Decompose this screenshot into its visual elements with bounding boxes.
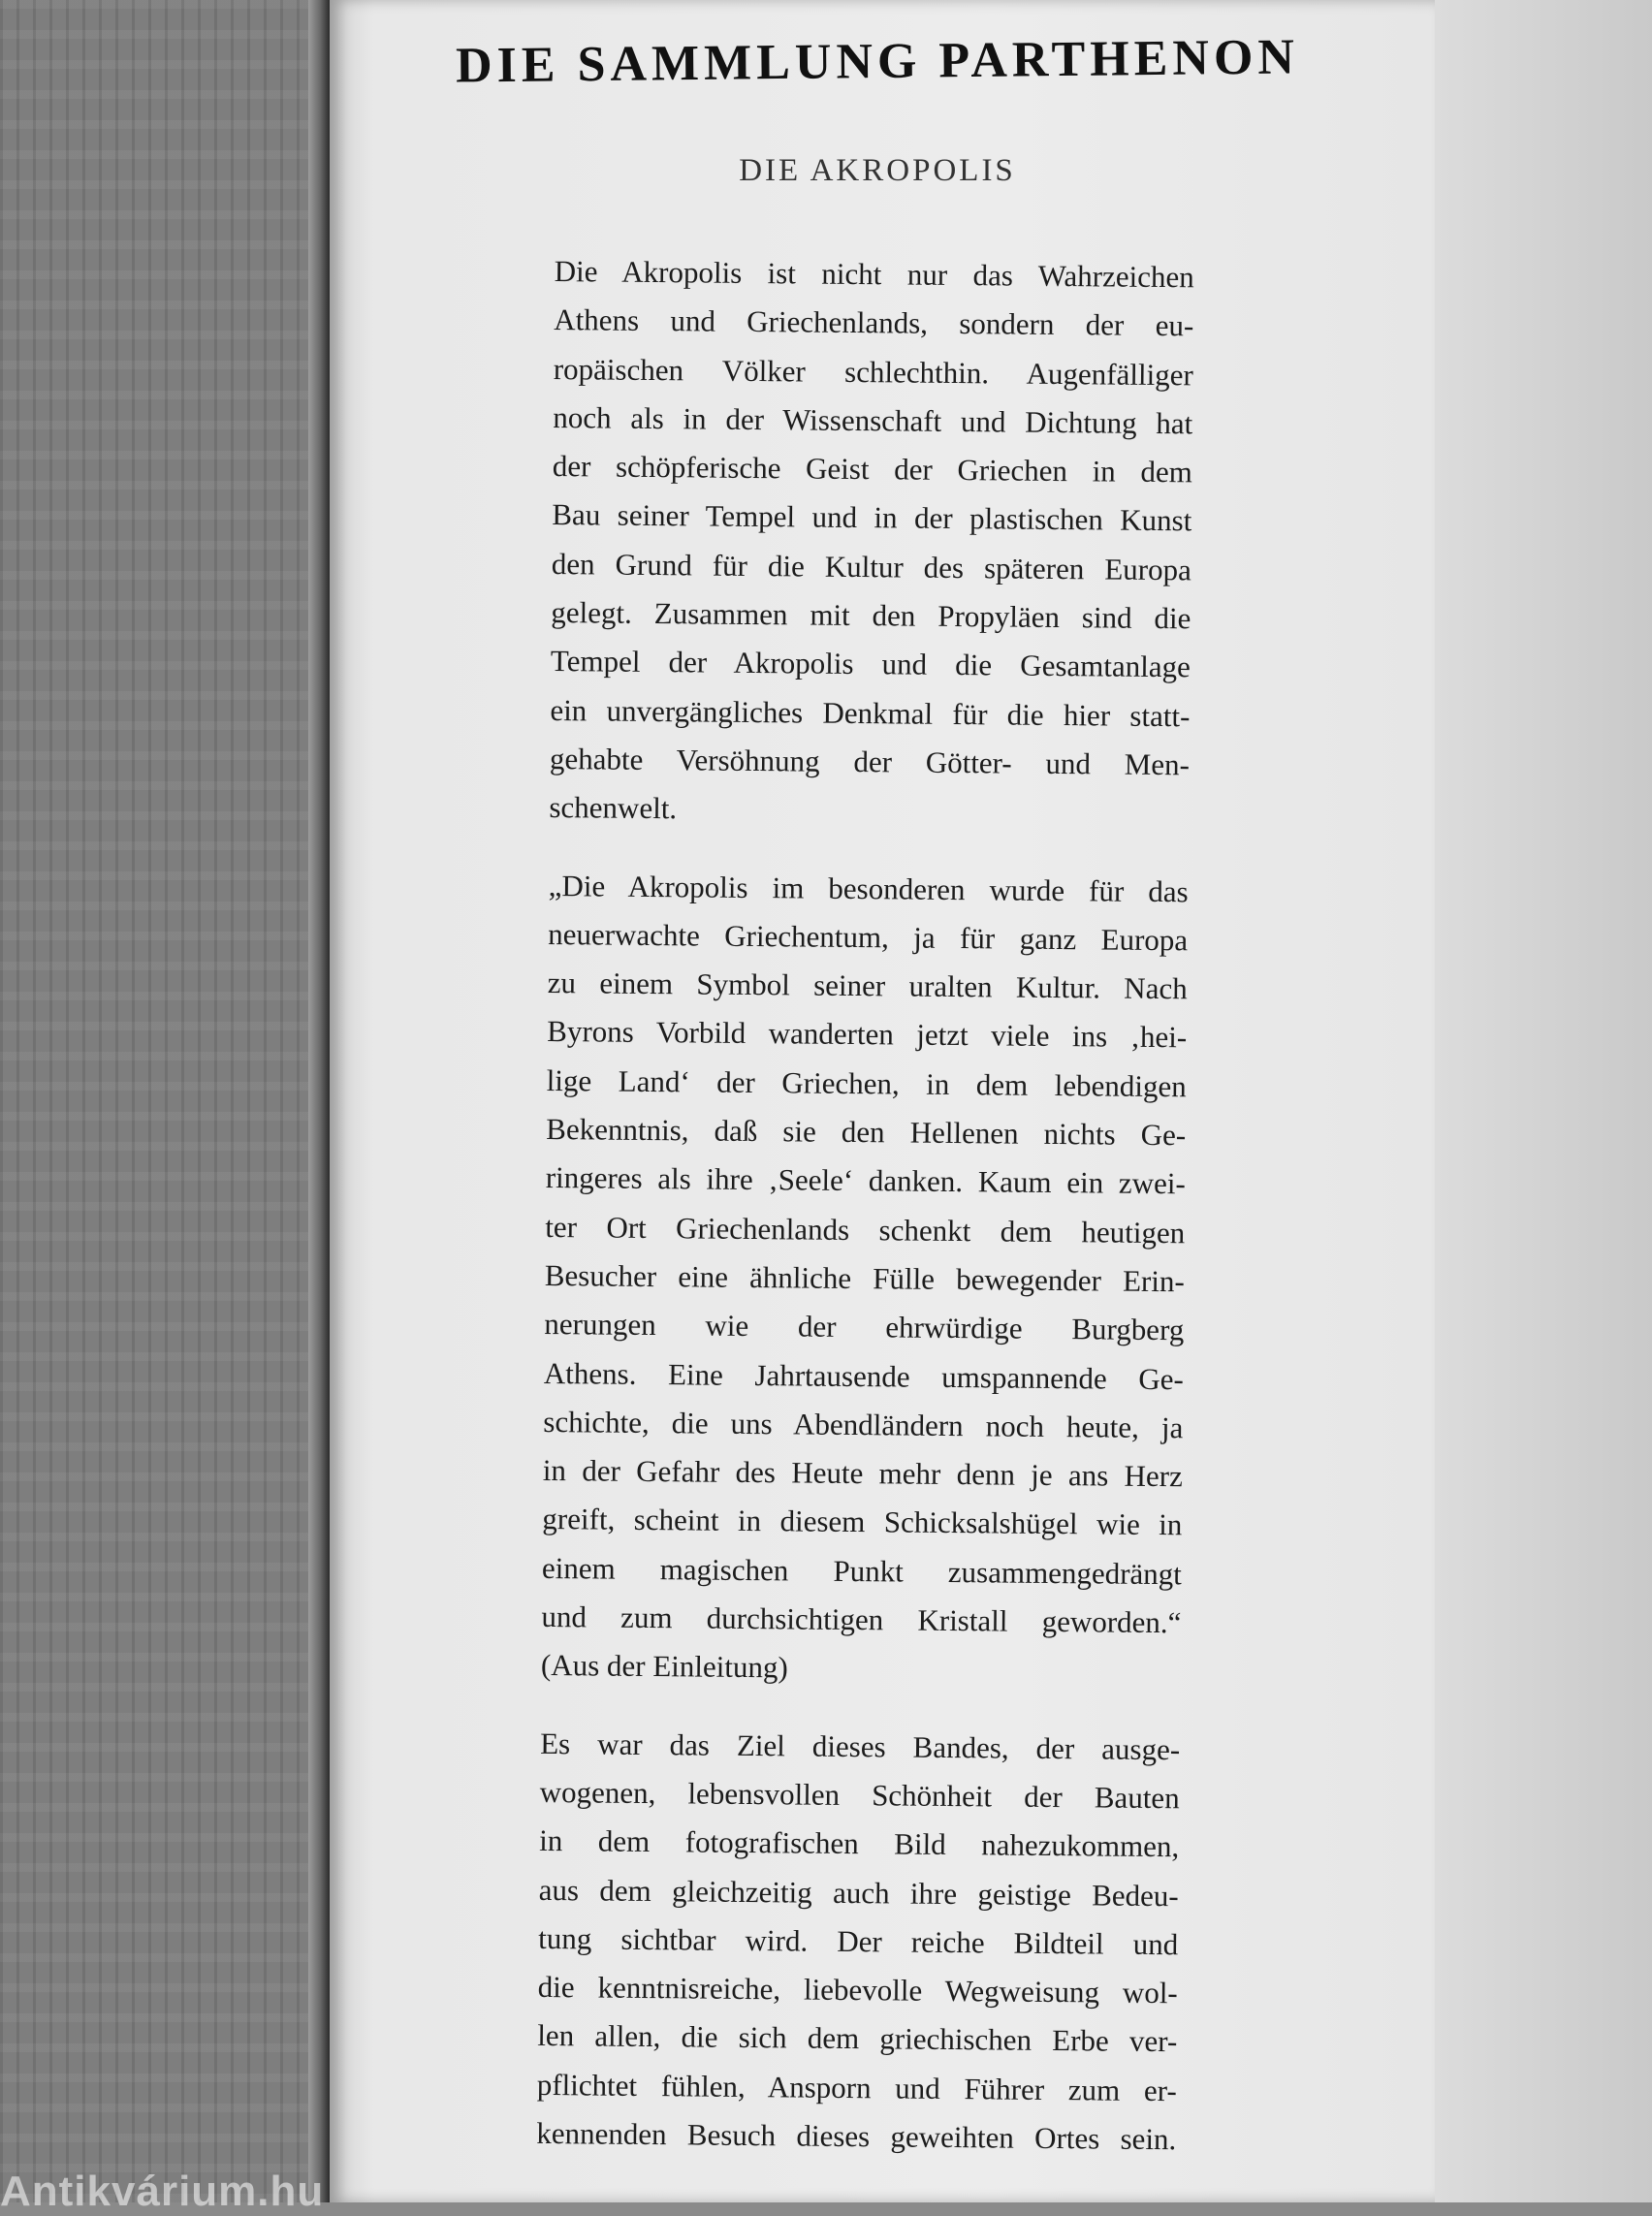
text-line: zu einem Symbol seiner uralten Kultur. Nach xyxy=(547,966,1188,1006)
text-line: greift, scheint in diesem Schicksalshügel wie in xyxy=(542,1502,1183,1542)
text-line: der schöpferische Geist der Griechen in dem xyxy=(552,449,1192,490)
text-line: die kenntnisreiche, liebevolle Wegweisung wol- xyxy=(537,1970,1178,2010)
page-title: DIE SAMMLUNG PARTHENON xyxy=(455,29,1300,94)
body-text xyxy=(536,247,1194,2165)
text-line: tung sichtbar wird. Der reiche Bildteil und xyxy=(538,1920,1179,1962)
page-margin-right xyxy=(1433,0,1652,2202)
text-line: (Aus der Einleitung) xyxy=(540,1648,788,1685)
text-line: neuerwachte Griechentum, ja für ganz Europa xyxy=(548,916,1189,958)
text-line: nerungen wie der ehrwürdige Burgberg xyxy=(544,1307,1185,1347)
text-line: Besucher eine ähnliche Fülle bewegender Erin- xyxy=(544,1257,1185,1299)
text-line: ein unvergängliches Denkmal für die hier statt- xyxy=(550,692,1191,733)
text-line: Es war das Ziel dieses Bandes, der ausge- xyxy=(540,1725,1181,1766)
text-line: len allen, die sich dem griechischen Erbe ver- xyxy=(537,2018,1178,2059)
text-line: aus dem gleichzeitig auch ihre geistige Bedeu- xyxy=(538,1872,1179,1913)
text-line: Die Akropolis ist nicht nur das Wahrzeichen xyxy=(554,253,1194,295)
quote-source xyxy=(541,1641,1181,1696)
text-line: ropäischen Völker schlechthin. Augenfälliger xyxy=(553,351,1193,392)
text-line: schichte, die uns Abendländern noch heute, ja xyxy=(543,1404,1184,1445)
text-line: in dem fotografischen Bild nahezukommen, xyxy=(539,1823,1180,1864)
text-line: gehabte Versöhnung der Götter- und Men- xyxy=(549,741,1191,782)
text-line: pflichtet fühlen, Ansporn und Führer zum er- xyxy=(536,2067,1177,2107)
text-line: Tempel der Akropolis und die Gesamtanlage xyxy=(550,644,1191,684)
board-edge xyxy=(308,0,330,2202)
section-heading: DIE AKROPOLIS xyxy=(739,153,1016,188)
text-line: Byrons Vorbild wanderten jetzt viele ins ‚hei- xyxy=(547,1014,1188,1055)
paragraph-intro xyxy=(549,247,1194,839)
text-line: wogenen, lebensvollen Schönheit der Bauten xyxy=(539,1774,1180,1816)
text-line: den Grund für die Kultur des späteren Europa xyxy=(551,546,1192,587)
text-line: ringeres als ihre ‚Seele‘ danken. Kaum ein zwei- xyxy=(545,1160,1186,1201)
text-line: Athens und Griechenlands, sondern der eu- xyxy=(554,302,1194,343)
text-line: Athens. Eine Jahrtausende umspannende Ge- xyxy=(543,1355,1184,1396)
text-line: lige Land‘ der Griechen, in dem lebendigen xyxy=(546,1062,1187,1104)
text-line: noch als in der Wissenschaft und Dichtung hat xyxy=(553,399,1193,441)
text-line: Bau seiner Tempel und in der plastischen Kunst xyxy=(552,497,1192,538)
text-line: gelegt. Zusammen mit den Propyläen sind die xyxy=(551,595,1191,636)
text-line: ter Ort Griechenlands schenkt dem heutigen xyxy=(545,1209,1186,1250)
text-line: schenwelt. xyxy=(549,790,678,826)
document-page xyxy=(330,0,1435,2202)
text-line: und zum durchsichtigen Kristall geworden.“ xyxy=(541,1599,1182,1640)
text-line: Bekenntnis, daß sie den Hellenen nichts Ge- xyxy=(546,1112,1187,1153)
text-line: kennenden Besuch dieses geweihten Ortes sein. xyxy=(536,2115,1177,2157)
text-line: in der Gefahr des Heute mehr denn je ans Herz xyxy=(542,1453,1184,1494)
watermark: Antikvárium.hu xyxy=(0,2168,325,2215)
paragraph-goal xyxy=(536,1720,1180,2165)
text-line: einem magischen Punkt zusammengedrängt xyxy=(541,1550,1183,1591)
background-wall xyxy=(0,0,308,2202)
paragraph-quote xyxy=(541,862,1189,1648)
text-line: „Die Akropolis im besonderen wurde für das xyxy=(548,868,1189,908)
